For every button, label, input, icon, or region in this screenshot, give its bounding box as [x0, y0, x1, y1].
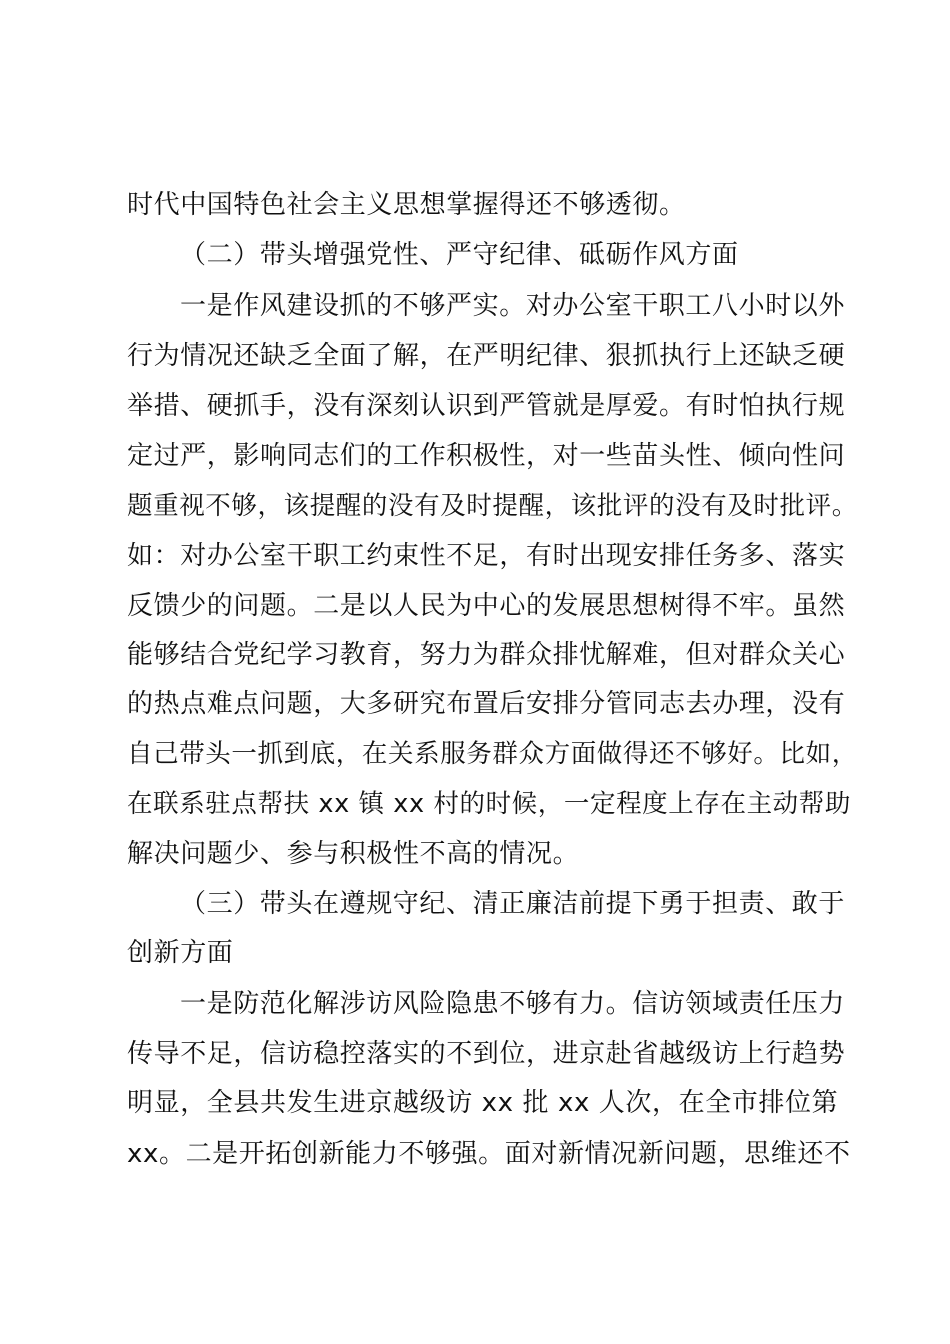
text-line: 的热点难点问题，大多研究布置后安排分管同志去办理，没有 — [127, 689, 846, 719]
text-line: 明显，全县共发生进京越级访 xx 批 xx 人次，在全市排位第 — [127, 1088, 839, 1118]
text-line: 如：对办公室干职工约束性不足，有时出现安排任务多、落实 — [127, 541, 846, 571]
text-line: 传导不足，信访稳控落实的不到位，进京赴省越级访上行趋势 — [127, 1039, 846, 1069]
text-line: 举措、硬抓手，没有深刻认识到严管就是厚爱。有时怕执行规 — [127, 391, 846, 421]
text-line: 一是防范化解涉访风险隐患不够有力。信访领域责任压力 — [180, 989, 846, 1019]
text-line: 在联系驻点帮扶 xx 镇 xx 村的时候，一定程度上存在主动帮助 — [127, 789, 851, 819]
section-heading-2: （二）带头增强党性、严守纪律、砥砺作风方面 — [180, 240, 739, 270]
text-line: 题重视不够，该提醒的没有及时提醒，该批评的没有及时批评。 — [127, 491, 858, 521]
section-heading-3: （三）带头在遵规守纪、清正廉洁前提下勇于担责、敢于 — [180, 889, 846, 919]
text-line: 行为情况还缺乏全面了解，在严明纪律、狠抓执行上还缺乏硬 — [127, 341, 846, 371]
text-line: 能够结合党纪学习教育，努力为群众排忧解难，但对群众关心 — [127, 640, 846, 670]
text-line: 时代中国特色社会主义思想掌握得还不够透彻。 — [127, 190, 686, 220]
text-line: 解决问题少、参与积极性不高的情况。 — [127, 839, 580, 869]
text-line: 一是作风建设抓的不够严实。对办公室干职工八小时以外 — [180, 291, 846, 321]
text-line: 自己带头一抓到底，在关系服务群众方面做得还不够好。比如， — [127, 739, 858, 769]
text-line: 反馈少的问题。二是以人民为中心的发展思想树得不牢。虽然 — [127, 591, 846, 621]
text-line: 定过严，影响同志们的工作积极性，对一些苗头性、倾向性问 — [127, 441, 846, 471]
text-line: xx。二是开拓创新能力不够强。面对新情况新问题，思维还不 — [127, 1139, 851, 1169]
text-line: 创新方面 — [127, 938, 234, 968]
